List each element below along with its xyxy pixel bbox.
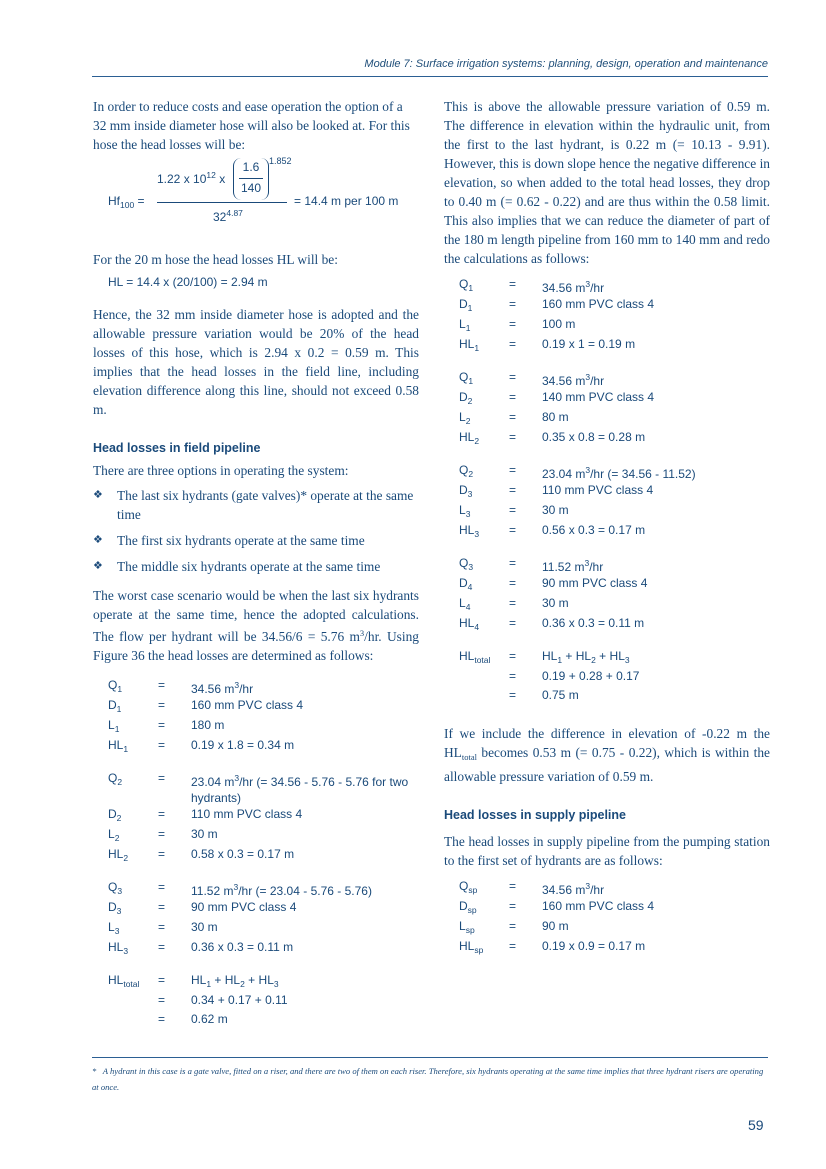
pressure-paragraph: This is above the allowable pressure variation of 0.59 m. The difference in elevation within the hydraulic unit, from the first to the last hydrant, is 0.22 m (= 10.13 - 9.91). However, this is down slope hence the negative difference in elevation, so when added to the total head losses, they drop to 0.40 m (= 0.62 - 0.22) and are thus within the 0.58 limit. This also implies that we can reduce the diameter of part of the 180 m length pipeline from 160 mm to 140 mm and redo the calculations as follows:	[444, 99, 770, 266]
variable-value: 34.56 $m^3/hr$	[191, 680, 254, 696]
equals-sign: =	[158, 880, 166, 894]
variable-value: 160 mm PVC class 4	[191, 698, 304, 712]
footnote-rule	[92, 1057, 768, 1058]
equals-sign: =	[509, 297, 517, 311]
equals-sign: =	[158, 738, 166, 752]
equals-sign: =	[509, 277, 517, 291]
calc-row	[459, 918, 654, 938]
variable-value: 180 m	[191, 718, 225, 732]
supply-paragraph: The head losses in supply pipeline from the pumping station to the first set of hydrants are as follows:	[444, 834, 770, 868]
head-loss-formula	[93, 156, 419, 242]
equals-sign: =	[509, 649, 517, 663]
variable-value: 34.56 $m^3/hr$	[542, 881, 605, 897]
equals-sign: =	[158, 718, 166, 732]
diamond-bullet-icon: ❖	[93, 560, 103, 572]
field-pipeline-calculations	[93, 677, 419, 1030]
variable-name: $HL_1$	[459, 337, 480, 353]
calc-row	[459, 429, 654, 449]
formula-lhs: $Hf_{100}$ =	[108, 194, 145, 210]
variable-name: $D_1$	[108, 698, 122, 714]
section-heading-supply-pipeline: Head losses in supply pipeline	[444, 808, 626, 822]
variable-name: $L_3$	[108, 920, 120, 936]
calc-row	[108, 939, 372, 959]
variable-value: 30 m	[542, 503, 569, 517]
variable-name: $Q_1$	[108, 678, 123, 694]
calc-row	[108, 677, 303, 697]
variable-name: $Q_1$	[459, 277, 474, 293]
variable-value: 0.19 x 0.9 = 0.17 m	[542, 939, 646, 953]
fraction-bar	[239, 178, 263, 179]
variable-value: 34.56 $m^3/hr$	[542, 372, 605, 388]
list-item: ❖ The middle six hydrants operate at the same time	[93, 559, 381, 574]
variable-value: 160 mm PVC class 4	[542, 297, 655, 311]
formula-denominator: $32^{4.87}$	[213, 208, 243, 224]
calculation-block	[108, 677, 303, 757]
variable-name: $D_3$	[459, 483, 473, 499]
variable-value: 0.19 x 1.8 = 0.34 m	[191, 738, 295, 752]
list-item: ❖ The first six hydrants operate at the same time	[93, 533, 365, 548]
variable-value: 0.19 + 0.28 + 0.17	[542, 669, 640, 683]
adoption-paragraph: Hence, the 32 mm inside diameter hose is adopted and the allowable pressure variation would be 20% of the head losses of this hose, which is 2.94 x 0.2 = 0.59 m. This implies that the head losses in the field line, including elevation difference along this line, should not exceed 0.58 m.	[93, 307, 419, 417]
equals-sign: =	[509, 430, 517, 444]
footnote-text: * A hydrant in this case is a gate valve, fitted on a riser, and there are two of them on each riser. Therefore, six hydrants operating at the same time implies that three hydrant risers are operating at once.	[92, 1066, 764, 1092]
total-block	[108, 972, 288, 1030]
diamond-bullet-icon: ❖	[93, 489, 103, 501]
variable-name	[108, 1011, 158, 1030]
calc-row	[459, 462, 696, 482]
footnote	[92, 1057, 768, 1095]
equals-sign: =	[509, 463, 517, 477]
options-list	[93, 486, 419, 576]
calc-row	[459, 615, 647, 635]
total-row	[108, 972, 288, 992]
equals-sign: =	[509, 410, 517, 424]
total-row	[108, 1011, 288, 1030]
variable-value: 160 mm PVC class 4	[542, 899, 655, 913]
calc-row	[459, 276, 654, 296]
variable-value: $HL_1 + HL_2 + HL_3$	[542, 649, 630, 665]
variable-name: $D_4$	[459, 576, 473, 592]
variable-name: $Q_{sp}$	[459, 879, 478, 895]
equals-sign: =	[509, 483, 517, 497]
variable-name: $HL_2$	[108, 847, 129, 863]
variable-name: $L_1$	[459, 317, 471, 333]
variable-value: 0.19 x 1 = 0.19 m	[542, 337, 636, 351]
calc-row	[108, 806, 419, 826]
calc-row	[108, 899, 372, 919]
equals-sign: =	[509, 919, 517, 933]
formula-exponent: 1.852	[269, 156, 292, 166]
calc-row	[459, 502, 696, 522]
variable-name: $Q_2$	[108, 771, 123, 787]
variable-value: 80 m	[542, 410, 569, 424]
variable-name: $D_1$	[459, 297, 473, 313]
calc-row	[459, 938, 654, 958]
equals-sign: =	[158, 920, 166, 934]
equals-sign: =	[158, 900, 166, 914]
equals-sign: =	[158, 973, 166, 987]
equals-sign: =	[509, 317, 517, 331]
formula-result: = 14.4 m per 100 m	[294, 194, 399, 208]
calculation-block	[459, 369, 654, 449]
hose-paragraph: For the 20 m hose the head losses HL will be:	[93, 252, 338, 267]
variable-name: $L_{sp}$	[459, 919, 475, 935]
calc-row	[459, 296, 654, 316]
page-header	[0, 0, 826, 80]
variable-value: 110 mm PVC class 4	[542, 483, 654, 497]
equals-sign: =	[509, 688, 517, 702]
variable-value: 0.34 + 0.17 + 0.11	[191, 993, 288, 1007]
calc-row	[108, 717, 303, 737]
variable-value: 23.04 $m^3/hr$ (= 34.56 - 5.76 - 5.76 for two hydrants)	[191, 773, 409, 805]
calculation-block	[459, 555, 647, 635]
variable-value: 30 m	[191, 920, 218, 934]
variable-name: $HL_4$	[459, 616, 480, 632]
calc-row	[108, 879, 372, 899]
variable-name: $D_2$	[108, 807, 122, 823]
equals-sign: =	[509, 390, 517, 404]
list-item: ❖ The last six hydrants (gate valves)* operate at the same time	[93, 488, 414, 522]
equals-sign: =	[158, 771, 166, 785]
variable-name: $Q_3$	[459, 556, 474, 572]
right-column	[444, 97, 770, 958]
equals-sign: =	[509, 337, 517, 351]
equals-sign: =	[509, 370, 517, 384]
hose-head-loss-equation: HL = 14.4 x (20/100) = 2.94 m	[108, 275, 268, 289]
variable-value: 90 m	[542, 919, 569, 933]
variable-name: $D_3$	[108, 900, 122, 916]
calc-row	[459, 595, 647, 615]
supply-pipeline-calculations	[444, 878, 770, 958]
total-block	[459, 648, 639, 706]
equals-sign: =	[509, 669, 517, 683]
variable-name: $HL_{total}$	[108, 973, 140, 989]
variable-value: 23.04 $m^3/hr$ (= 34.56 - 11.52)	[542, 465, 696, 481]
variable-value: 34.56 $m^3/hr$	[542, 279, 605, 295]
variable-value: $HL_1 + HL_2 + HL_3$	[191, 973, 279, 989]
equals-sign: =	[509, 576, 517, 590]
calc-row	[459, 575, 647, 595]
equals-sign: =	[509, 556, 517, 570]
diamond-bullet-icon: ❖	[93, 534, 103, 546]
total-row	[459, 668, 639, 687]
total-row	[459, 687, 639, 706]
intro-paragraph: In order to reduce costs and ease operation the option of a 32 mm inside diameter hose will also be looked at. For this hose the head losses will be:	[93, 99, 410, 152]
elevation-paragraph: If we include the difference in elevation of -0.22 m the $HL_{total}$ becomes 0.53 m (= 0.75 - 0.22), which is within the allowable pressure variation of 0.59 m.	[444, 726, 770, 784]
calc-row	[459, 389, 654, 409]
variable-name: $L_1$	[108, 718, 120, 734]
calc-row	[459, 316, 654, 336]
revised-calculations	[444, 276, 770, 706]
equals-sign: =	[158, 1012, 166, 1026]
variable-name: $Q_1$	[459, 370, 474, 386]
equals-sign: =	[509, 616, 517, 630]
variable-name: $L_2$	[108, 827, 120, 843]
calc-row	[459, 878, 654, 898]
variable-value: 100 m	[542, 317, 576, 331]
left-column	[93, 97, 419, 1030]
variable-value: 0.62 m	[191, 1012, 228, 1026]
calc-row	[459, 555, 647, 575]
calc-row	[459, 482, 696, 502]
running-header-title: Module 7: Surface irrigation systems: planning, design, operation and maintenance	[364, 58, 768, 70]
calculation-block	[459, 878, 654, 958]
calculation-block	[459, 276, 654, 356]
variable-name: $HL_2$	[459, 430, 480, 446]
calculation-block	[108, 770, 419, 866]
variable-name: $D_2$	[459, 390, 473, 406]
variable-name: $HL_1$	[108, 738, 129, 754]
equals-sign: =	[158, 847, 166, 861]
variable-value: 11.52 $m^3/hr$	[542, 558, 604, 574]
calc-row	[459, 369, 654, 389]
formula-numerator: 1.22 x $10^{12}$ x	[157, 170, 226, 186]
equals-sign: =	[158, 698, 166, 712]
variable-name	[108, 992, 158, 1011]
variable-name: $HL_{sp}$	[459, 939, 484, 955]
equals-sign: =	[158, 993, 166, 1007]
variable-value: 0.58 x 0.3 = 0.17 m	[191, 847, 295, 861]
variable-name: $L_3$	[459, 503, 471, 519]
section-heading-field-pipeline: Head losses in field pipeline	[93, 441, 261, 455]
calc-row	[108, 826, 419, 846]
calculation-block	[108, 879, 372, 959]
variable-value: 0.56 x 0.3 = 0.17 m	[542, 523, 646, 537]
variable-value: 30 m	[191, 827, 218, 841]
calc-row	[459, 336, 654, 356]
equals-sign: =	[509, 939, 517, 953]
calculation-block	[459, 462, 696, 542]
variable-value: 0.36 x 0.3 = 0.11 m	[191, 940, 294, 954]
calc-row	[108, 697, 303, 717]
variable-value: 11.52 $m^3/hr$ (= 23.04 - 5.76 - 5.76)	[191, 882, 372, 898]
formula-main-bar	[157, 202, 287, 203]
calc-row	[108, 846, 419, 866]
variable-name: $Q_2$	[459, 463, 474, 479]
calc-row	[108, 770, 419, 806]
equals-sign: =	[158, 807, 166, 821]
variable-value: 90 mm PVC class 4	[542, 576, 648, 590]
equals-sign: =	[509, 879, 517, 893]
equals-sign: =	[158, 827, 166, 841]
variable-name	[459, 668, 509, 687]
equals-sign: =	[509, 503, 517, 517]
equals-sign: =	[509, 523, 517, 537]
calc-row	[459, 409, 654, 429]
equals-sign: =	[158, 940, 166, 954]
calc-row	[459, 522, 696, 542]
worst-case-paragraph: The worst case scenario would be when the last six hydrants operate at the same time, hence the adopted calculations. The flow per hydrant will be 34.56/6 = 5.76 $m^3/hr$. Using Figure 36 the head losses are determined as follows:	[93, 588, 419, 663]
header-rule	[92, 76, 768, 77]
calc-row	[459, 898, 654, 918]
fraction-numerator: 1.6	[242, 160, 260, 174]
variable-name: $HL_{total}$	[459, 649, 491, 665]
variable-name: $L_2$	[459, 410, 471, 426]
equals-sign: =	[509, 899, 517, 913]
calc-row	[108, 737, 303, 757]
total-row	[108, 992, 288, 1011]
variable-value: 30 m	[542, 596, 569, 610]
variable-name: $D_{sp}$	[459, 899, 477, 915]
equals-sign: =	[158, 678, 166, 692]
variable-value: 0.35 x 0.8 = 0.28 m	[542, 430, 646, 444]
calc-row	[108, 919, 372, 939]
variable-value: 90 mm PVC class 4	[191, 900, 297, 914]
variable-value: 0.75 m	[542, 688, 579, 702]
variable-value: 140 mm PVC class 4	[542, 390, 655, 404]
page-number: 59	[748, 1117, 764, 1133]
variable-name: $HL_3$	[108, 940, 129, 956]
fraction-denominator: 140	[240, 181, 262, 195]
variable-name	[459, 687, 509, 706]
variable-name: $HL_3$	[459, 523, 480, 539]
equals-sign: =	[509, 596, 517, 610]
variable-name: $Q_3$	[108, 880, 123, 896]
variable-name: $L_4$	[459, 596, 471, 612]
variable-value: 110 mm PVC class 4	[191, 807, 303, 821]
options-paragraph: There are three options in operating the system:	[93, 463, 349, 478]
variable-value: 0.36 x 0.3 = 0.11 m	[542, 616, 645, 630]
total-row	[459, 648, 639, 668]
